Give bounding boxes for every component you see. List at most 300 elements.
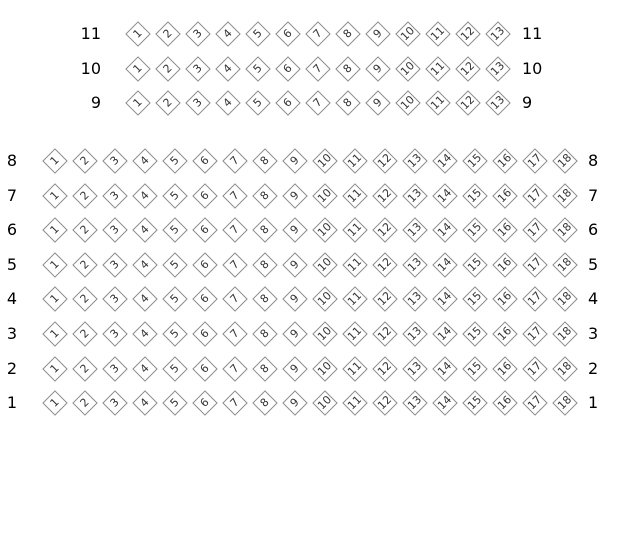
seat[interactable] bbox=[276, 22, 300, 46]
seat-number: 7 bbox=[227, 361, 242, 376]
seat[interactable] bbox=[403, 184, 427, 208]
seat-number: 1 bbox=[130, 26, 145, 41]
seat[interactable] bbox=[186, 22, 210, 46]
seat[interactable] bbox=[553, 253, 577, 277]
seat[interactable] bbox=[433, 391, 457, 415]
seat[interactable] bbox=[373, 287, 397, 311]
seat-number: 13 bbox=[405, 254, 425, 274]
row-label-left: 6 bbox=[6, 220, 17, 240]
seat-number: 5 bbox=[167, 395, 182, 410]
seat-number: 13 bbox=[405, 324, 425, 344]
seat-number: 13 bbox=[405, 185, 425, 205]
seat[interactable] bbox=[193, 391, 217, 415]
seat[interactable] bbox=[523, 184, 547, 208]
seat-number: 12 bbox=[375, 358, 395, 378]
seat[interactable] bbox=[43, 287, 67, 311]
seat-number: 3 bbox=[107, 395, 122, 410]
seat-number: 14 bbox=[435, 185, 455, 205]
seat[interactable] bbox=[73, 322, 97, 346]
seat[interactable] bbox=[216, 91, 240, 115]
seat[interactable] bbox=[456, 22, 480, 46]
row-label-right: 6 bbox=[588, 220, 599, 240]
seat[interactable] bbox=[163, 287, 187, 311]
seat[interactable] bbox=[343, 253, 367, 277]
seat[interactable] bbox=[253, 357, 277, 381]
seat[interactable] bbox=[163, 391, 187, 415]
seat[interactable] bbox=[456, 57, 480, 81]
seat[interactable] bbox=[313, 322, 337, 346]
seat[interactable] bbox=[523, 322, 547, 346]
seat-number: 15 bbox=[465, 393, 485, 413]
seat[interactable] bbox=[313, 184, 337, 208]
seat[interactable] bbox=[343, 322, 367, 346]
row-label-left: 10 bbox=[80, 58, 101, 78]
seat-number: 2 bbox=[77, 222, 92, 237]
seat[interactable] bbox=[126, 57, 150, 81]
seat[interactable] bbox=[486, 91, 510, 115]
seat-number: 18 bbox=[555, 289, 575, 309]
seat[interactable] bbox=[216, 22, 240, 46]
seat[interactable] bbox=[193, 322, 217, 346]
seat-number: 7 bbox=[227, 188, 242, 203]
seat-number: 7 bbox=[310, 61, 325, 76]
seat[interactable] bbox=[396, 91, 420, 115]
seat[interactable] bbox=[493, 149, 517, 173]
seat-number: 10 bbox=[315, 254, 335, 274]
seat-number: 3 bbox=[190, 61, 205, 76]
seat[interactable] bbox=[493, 287, 517, 311]
seat[interactable] bbox=[523, 253, 547, 277]
seat-number: 16 bbox=[495, 324, 515, 344]
seat[interactable] bbox=[126, 22, 150, 46]
seat[interactable] bbox=[366, 91, 390, 115]
seat[interactable] bbox=[133, 357, 157, 381]
seat-number: 2 bbox=[77, 361, 92, 376]
seat[interactable] bbox=[186, 57, 210, 81]
seat-number: 17 bbox=[525, 185, 545, 205]
seat[interactable] bbox=[336, 57, 360, 81]
seat-number: 14 bbox=[435, 151, 455, 171]
seat[interactable] bbox=[433, 184, 457, 208]
seat[interactable] bbox=[253, 184, 277, 208]
seat[interactable] bbox=[396, 22, 420, 46]
seat[interactable] bbox=[523, 218, 547, 242]
seat-number: 6 bbox=[280, 61, 295, 76]
seat[interactable] bbox=[156, 91, 180, 115]
seat[interactable] bbox=[373, 253, 397, 277]
seat[interactable] bbox=[336, 91, 360, 115]
seat[interactable] bbox=[43, 322, 67, 346]
seat-number: 5 bbox=[167, 361, 182, 376]
seat-number: 17 bbox=[525, 324, 545, 344]
seat[interactable] bbox=[163, 218, 187, 242]
seat[interactable] bbox=[193, 253, 217, 277]
seat[interactable] bbox=[336, 22, 360, 46]
seat-number: 18 bbox=[555, 254, 575, 274]
seat-number: 8 bbox=[257, 257, 272, 272]
seat-number: 13 bbox=[405, 289, 425, 309]
seat[interactable] bbox=[73, 218, 97, 242]
seat[interactable] bbox=[133, 322, 157, 346]
seat[interactable] bbox=[433, 218, 457, 242]
seat-number: 1 bbox=[47, 291, 62, 307]
seat[interactable] bbox=[223, 253, 247, 277]
seat[interactable] bbox=[373, 218, 397, 242]
seat-number: 17 bbox=[525, 254, 545, 274]
seat[interactable] bbox=[313, 357, 337, 381]
seat[interactable] bbox=[223, 184, 247, 208]
seat-number: 9 bbox=[287, 291, 302, 307]
seat-number: 18 bbox=[555, 358, 575, 378]
seat[interactable] bbox=[313, 287, 337, 311]
seat[interactable] bbox=[163, 322, 187, 346]
seat-number: 12 bbox=[375, 324, 395, 344]
seat[interactable] bbox=[103, 149, 127, 173]
seat-number: 16 bbox=[495, 393, 515, 413]
seat-number: 11 bbox=[428, 24, 448, 44]
seat[interactable] bbox=[523, 391, 547, 415]
seat[interactable] bbox=[193, 357, 217, 381]
seat-number: 5 bbox=[167, 291, 182, 307]
seat[interactable] bbox=[246, 57, 270, 81]
seat-number: 3 bbox=[107, 257, 122, 272]
seat[interactable] bbox=[283, 357, 307, 381]
seat[interactable] bbox=[403, 149, 427, 173]
seat[interactable] bbox=[433, 322, 457, 346]
seat[interactable] bbox=[73, 253, 97, 277]
seat[interactable] bbox=[133, 149, 157, 173]
row-label-right: 9 bbox=[522, 93, 533, 112]
seat-number: 14 bbox=[435, 289, 455, 309]
seat-number: 1 bbox=[47, 222, 62, 237]
seat[interactable] bbox=[163, 149, 187, 173]
row-label-right: 7 bbox=[588, 185, 599, 205]
seat[interactable] bbox=[493, 218, 517, 242]
seat[interactable] bbox=[463, 149, 487, 173]
seat-number: 7 bbox=[227, 153, 242, 168]
seat[interactable] bbox=[463, 253, 487, 277]
seat-number: 11 bbox=[345, 254, 365, 274]
seat[interactable] bbox=[366, 57, 390, 81]
seat-number: 5 bbox=[167, 222, 182, 237]
seat-number: 9 bbox=[287, 361, 302, 376]
seat-number: 12 bbox=[375, 289, 395, 309]
seat[interactable] bbox=[463, 357, 487, 381]
seat[interactable] bbox=[396, 57, 420, 81]
seat-number: 6 bbox=[197, 257, 212, 272]
seat[interactable] bbox=[373, 357, 397, 381]
seat[interactable] bbox=[103, 357, 127, 381]
seat[interactable] bbox=[163, 357, 187, 381]
seat[interactable] bbox=[553, 149, 577, 173]
seat[interactable] bbox=[306, 22, 330, 46]
seat[interactable] bbox=[43, 149, 67, 173]
seat[interactable] bbox=[343, 184, 367, 208]
row-label-left: 9 bbox=[90, 93, 101, 112]
seat-number: 1 bbox=[47, 257, 62, 272]
seat[interactable] bbox=[193, 149, 217, 173]
seat-number: 15 bbox=[465, 358, 485, 378]
seat-number: 16 bbox=[495, 289, 515, 309]
seat[interactable] bbox=[133, 391, 157, 415]
seat-number: 18 bbox=[555, 324, 575, 344]
seat-number: 5 bbox=[167, 257, 182, 272]
seat-number: 5 bbox=[167, 326, 182, 341]
seat[interactable] bbox=[133, 253, 157, 277]
seat[interactable] bbox=[433, 287, 457, 311]
seat[interactable] bbox=[463, 322, 487, 346]
seat[interactable] bbox=[43, 218, 67, 242]
seat[interactable] bbox=[373, 149, 397, 173]
seat[interactable] bbox=[283, 184, 307, 208]
seat[interactable] bbox=[403, 218, 427, 242]
seat[interactable] bbox=[343, 149, 367, 173]
seat[interactable] bbox=[493, 322, 517, 346]
seat-number: 2 bbox=[77, 153, 92, 168]
seat-number: 11 bbox=[428, 93, 448, 113]
seat[interactable] bbox=[493, 253, 517, 277]
seat[interactable] bbox=[463, 184, 487, 208]
seat[interactable] bbox=[373, 391, 397, 415]
seat[interactable] bbox=[73, 391, 97, 415]
seat[interactable] bbox=[253, 149, 277, 173]
seat[interactable] bbox=[73, 149, 97, 173]
seat[interactable] bbox=[103, 184, 127, 208]
seat-number: 12 bbox=[375, 185, 395, 205]
seat[interactable] bbox=[253, 287, 277, 311]
seat[interactable] bbox=[103, 253, 127, 277]
seat[interactable] bbox=[313, 218, 337, 242]
seat[interactable] bbox=[163, 253, 187, 277]
seat[interactable] bbox=[133, 287, 157, 311]
seat-number: 14 bbox=[435, 220, 455, 240]
seat-number: 14 bbox=[435, 254, 455, 274]
seat[interactable] bbox=[553, 357, 577, 381]
seat[interactable] bbox=[343, 218, 367, 242]
seat[interactable] bbox=[103, 218, 127, 242]
seat-number: 8 bbox=[257, 222, 272, 237]
seat[interactable] bbox=[253, 253, 277, 277]
seat-number: 13 bbox=[488, 93, 508, 113]
seat[interactable] bbox=[103, 287, 127, 311]
seat-number: 3 bbox=[107, 326, 122, 341]
seat[interactable] bbox=[156, 57, 180, 81]
seat-number: 7 bbox=[227, 291, 242, 307]
seat-number: 12 bbox=[375, 254, 395, 274]
seat-number: 15 bbox=[465, 220, 485, 240]
seat[interactable] bbox=[223, 287, 247, 311]
seat[interactable] bbox=[493, 391, 517, 415]
seat[interactable] bbox=[463, 287, 487, 311]
seat[interactable] bbox=[223, 322, 247, 346]
seat[interactable] bbox=[156, 22, 180, 46]
seat-number: 10 bbox=[315, 185, 335, 205]
seat-number: 6 bbox=[197, 222, 212, 237]
seat[interactable] bbox=[553, 218, 577, 242]
seat-number: 12 bbox=[458, 24, 478, 44]
seat-number: 4 bbox=[220, 95, 235, 110]
seat[interactable] bbox=[553, 287, 577, 311]
seat[interactable] bbox=[186, 91, 210, 115]
seat[interactable] bbox=[486, 22, 510, 46]
row-label-right: 2 bbox=[588, 358, 599, 378]
row-label-left: 7 bbox=[6, 185, 17, 205]
seat[interactable] bbox=[343, 287, 367, 311]
seat[interactable] bbox=[313, 253, 337, 277]
seat[interactable] bbox=[216, 57, 240, 81]
seat-number: 2 bbox=[160, 26, 175, 41]
seat[interactable] bbox=[373, 322, 397, 346]
seat[interactable] bbox=[493, 184, 517, 208]
row-label-left: 5 bbox=[6, 254, 17, 274]
seat[interactable] bbox=[133, 218, 157, 242]
seat[interactable] bbox=[306, 91, 330, 115]
seat-number: 3 bbox=[107, 188, 122, 203]
seat-number: 17 bbox=[525, 393, 545, 413]
seat-number: 2 bbox=[77, 188, 92, 203]
seat[interactable] bbox=[343, 391, 367, 415]
seat-number: 3 bbox=[190, 26, 205, 41]
seat[interactable] bbox=[403, 357, 427, 381]
seat[interactable] bbox=[463, 218, 487, 242]
seat[interactable] bbox=[43, 391, 67, 415]
seat[interactable] bbox=[246, 91, 270, 115]
seat[interactable] bbox=[276, 91, 300, 115]
seat[interactable] bbox=[276, 57, 300, 81]
seat[interactable] bbox=[426, 22, 450, 46]
row-label-right: 11 bbox=[522, 24, 543, 43]
seat-number: 2 bbox=[77, 326, 92, 341]
seat-number: 13 bbox=[405, 393, 425, 413]
seat[interactable] bbox=[553, 391, 577, 415]
seat[interactable] bbox=[433, 149, 457, 173]
seat[interactable] bbox=[223, 149, 247, 173]
row-label-right: 1 bbox=[588, 393, 599, 413]
seat-number: 7 bbox=[310, 26, 325, 41]
seat[interactable] bbox=[553, 184, 577, 208]
seat-number: 15 bbox=[465, 151, 485, 171]
seat-number: 13 bbox=[488, 24, 508, 44]
seat-number: 18 bbox=[555, 220, 575, 240]
seat-number: 3 bbox=[190, 95, 205, 110]
seat[interactable] bbox=[193, 287, 217, 311]
seat[interactable] bbox=[523, 287, 547, 311]
seat[interactable] bbox=[313, 391, 337, 415]
seat[interactable] bbox=[103, 391, 127, 415]
seat[interactable] bbox=[283, 287, 307, 311]
seat[interactable] bbox=[73, 287, 97, 311]
seat[interactable] bbox=[283, 149, 307, 173]
seat[interactable] bbox=[553, 322, 577, 346]
seat[interactable] bbox=[456, 91, 480, 115]
seat[interactable] bbox=[73, 184, 97, 208]
seat-number: 18 bbox=[555, 185, 575, 205]
seat-number: 9 bbox=[287, 222, 302, 237]
seat[interactable] bbox=[193, 218, 217, 242]
seat[interactable] bbox=[73, 357, 97, 381]
seat[interactable] bbox=[43, 357, 67, 381]
seat-number: 17 bbox=[525, 151, 545, 171]
seat-number: 6 bbox=[197, 395, 212, 410]
seat[interactable] bbox=[433, 253, 457, 277]
seat[interactable] bbox=[403, 287, 427, 311]
seat-number: 16 bbox=[495, 358, 515, 378]
seat[interactable] bbox=[426, 91, 450, 115]
seat[interactable] bbox=[403, 391, 427, 415]
seat[interactable] bbox=[426, 57, 450, 81]
seat-number: 3 bbox=[107, 291, 122, 307]
seat[interactable] bbox=[283, 253, 307, 277]
seat-number: 1 bbox=[47, 361, 62, 376]
seat-number: 16 bbox=[495, 220, 515, 240]
seat[interactable] bbox=[523, 357, 547, 381]
seat[interactable] bbox=[343, 357, 367, 381]
row-label-left: 2 bbox=[6, 358, 17, 378]
seat[interactable] bbox=[493, 357, 517, 381]
seat-number: 9 bbox=[370, 95, 385, 110]
seat[interactable] bbox=[43, 184, 67, 208]
seat-number: 11 bbox=[345, 151, 365, 171]
seat[interactable] bbox=[43, 253, 67, 277]
seat-number: 9 bbox=[370, 26, 385, 41]
seat-number: 2 bbox=[160, 61, 175, 76]
seat[interactable] bbox=[366, 22, 390, 46]
seat[interactable] bbox=[433, 357, 457, 381]
seat-number: 10 bbox=[315, 358, 335, 378]
seat-number: 10 bbox=[398, 58, 418, 78]
seat-number: 2 bbox=[77, 257, 92, 272]
seat[interactable] bbox=[253, 391, 277, 415]
seat-number: 2 bbox=[160, 95, 175, 110]
seat[interactable] bbox=[246, 22, 270, 46]
seat-number: 9 bbox=[287, 326, 302, 341]
seat[interactable] bbox=[103, 322, 127, 346]
seat[interactable] bbox=[283, 322, 307, 346]
seat-number: 6 bbox=[280, 26, 295, 41]
seat[interactable] bbox=[283, 218, 307, 242]
seat-number: 4 bbox=[137, 326, 152, 341]
seat[interactable] bbox=[126, 91, 150, 115]
seat[interactable] bbox=[313, 149, 337, 173]
row-label-left: 3 bbox=[6, 324, 17, 343]
seat[interactable] bbox=[223, 391, 247, 415]
seat[interactable] bbox=[223, 357, 247, 381]
seat-number: 17 bbox=[525, 358, 545, 378]
seat[interactable] bbox=[133, 184, 157, 208]
seat[interactable] bbox=[306, 57, 330, 81]
seat[interactable] bbox=[253, 322, 277, 346]
seat[interactable] bbox=[403, 253, 427, 277]
seat-number: 8 bbox=[340, 61, 355, 76]
seat-number: 7 bbox=[310, 95, 325, 110]
seat[interactable] bbox=[283, 391, 307, 415]
seat-number: 15 bbox=[465, 289, 485, 309]
seat[interactable] bbox=[193, 184, 217, 208]
seat[interactable] bbox=[253, 218, 277, 242]
seat[interactable] bbox=[463, 391, 487, 415]
seat[interactable] bbox=[223, 218, 247, 242]
seat-number: 15 bbox=[465, 185, 485, 205]
seat[interactable] bbox=[373, 184, 397, 208]
seat-number: 10 bbox=[315, 393, 335, 413]
seat[interactable] bbox=[163, 184, 187, 208]
seat[interactable] bbox=[486, 57, 510, 81]
seat-number: 17 bbox=[525, 289, 545, 309]
row-label-left: 11 bbox=[80, 24, 101, 43]
seat-number: 13 bbox=[405, 358, 425, 378]
seat[interactable] bbox=[523, 149, 547, 173]
seat[interactable] bbox=[403, 322, 427, 346]
